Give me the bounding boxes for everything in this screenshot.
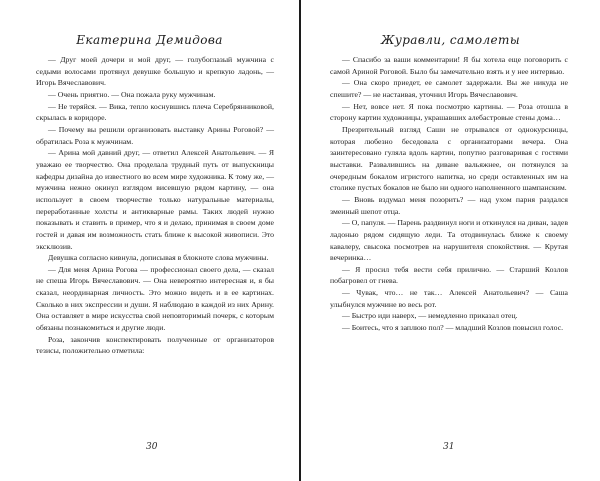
right-page-text <box>330 54 568 334</box>
paragraph: Роза, закончив конспектировать полученные от организаторов тезисы, положительно отметила: <box>36 334 274 356</box>
running-header-title: Журавли, самолеты <box>380 33 520 47</box>
page-number: 30 <box>146 442 158 452</box>
running-header-author: Екатерина Демидова <box>76 33 223 47</box>
paragraph: — Для меня Арина Рогова — профессионал своего дела, — сказал не спеша Игорь Вячеславович. — Она невероятно интересная и, я бы сказал, неординарная личность. Это можно видеть и в ее картинах. Сколько в них экспрессии и души. Я наблюдаю в каждой из них Арину. Она оставляет в мире искусства свой неповторимый почерк, с которым обязаны познакомиться и другие люди. <box>36 264 274 333</box>
paragraph: Презрительный взгляд Саши не отрывался от однокурсницы, которая любезно беседовала с организаторами вечера. Она заинтересовано гуляла вдоль картин, попутно разговаривая с гостями выставки. Развалившись на диване вальяжнее, он потянулся за очередным бокалом игристого напитка, но среди оставленных им на столике пустых бокалов не было ни одного наполненного шампанским. <box>330 124 568 193</box>
left-page <box>0 0 299 481</box>
paragraph: — Она скоро приедет, ее самолет задержали. Вы же никуда не спешите? — не настаивая, уточнил Игорь Вячеславович. <box>330 78 568 99</box>
paragraph: — Почему вы решили организовать выставку Арины Роговой? — обратилась Роза к мужчинам. <box>36 124 274 146</box>
paragraph: — Чувак, что… не так… Алексей Анатольевич? — Саша улыбнулся мужчине во весь рот. <box>330 288 568 309</box>
paragraph: — Нет, вовсе нет. Я пока посмотрю картины. — Роза отошла в сторону картин художницы, украшавших алебастровые стены дома… <box>330 101 568 123</box>
paragraph: — Спасибо за ваши комментарии! Я бы хотела еще поговорить с самой Ариной Роговой. Было бы замечательно взять и у нее интервью. <box>330 55 568 76</box>
right-page <box>301 0 600 481</box>
paragraph: Девушка согласно кивнула, дописывая в блокноте слова мужчины. <box>48 253 269 263</box>
paragraph: — Я просил тебя вести себя прилично. — Старший Козлов побагровел от гнева. <box>330 264 568 286</box>
paragraph: — Арина мой давний друг, — ответил Алексей Анатольевич. — Я уважаю ее творчество. Она проделала трудный путь от выпускницы кафедры дизайна до известного во всем мире художника. К тому же, — мужчина нежно окинул взглядом висевшую рядом картину, — она использует в своем творчестве только натуральные материалы, переработанные холсты и антикварные рамы. Таких людей нужно показывать и ставить в пример, что я и делаю, принимая в своем доме гостей и давая им возможность стать ближе к высокой живописи. Это эксклюзив. <box>36 148 274 251</box>
paragraph: — Друг моей дочери и мой друг, — голубоглазый мужчина с седыми волосами протянул девушке большую и крепкую ладонь, — Игорь Вячеславович. <box>36 55 274 88</box>
paragraph: — О, папуля. — Парень раздвинул ноги и откинулся на диван, задев ладонью рядом сидящую леди. Та отодвинулась ближе к своему кавалеру, свысока посмотрев на нарушителя спокойствия. — Крутая вечеринка… <box>330 218 568 263</box>
paragraph: — Боитесь, что я заплюю пол? — младший Козлов повысил голос. <box>342 323 564 333</box>
paragraph: — Не теряйся. — Вика, тепло коснувшись плеча Серебрянниковой, скрылась в коридоре. <box>36 101 274 123</box>
paragraph: — Очень приятно. — Она пожала руку мужчинам. <box>48 89 216 99</box>
paragraph: — Быстро иди наверх, — немедленно приказал отец. <box>342 311 518 321</box>
left-page-text <box>36 54 274 357</box>
page-number: 31 <box>443 442 455 452</box>
paragraph: — Вновь вздумал меня позорить? — над ухом парня раздался змеиный шепот отца. <box>330 194 568 216</box>
